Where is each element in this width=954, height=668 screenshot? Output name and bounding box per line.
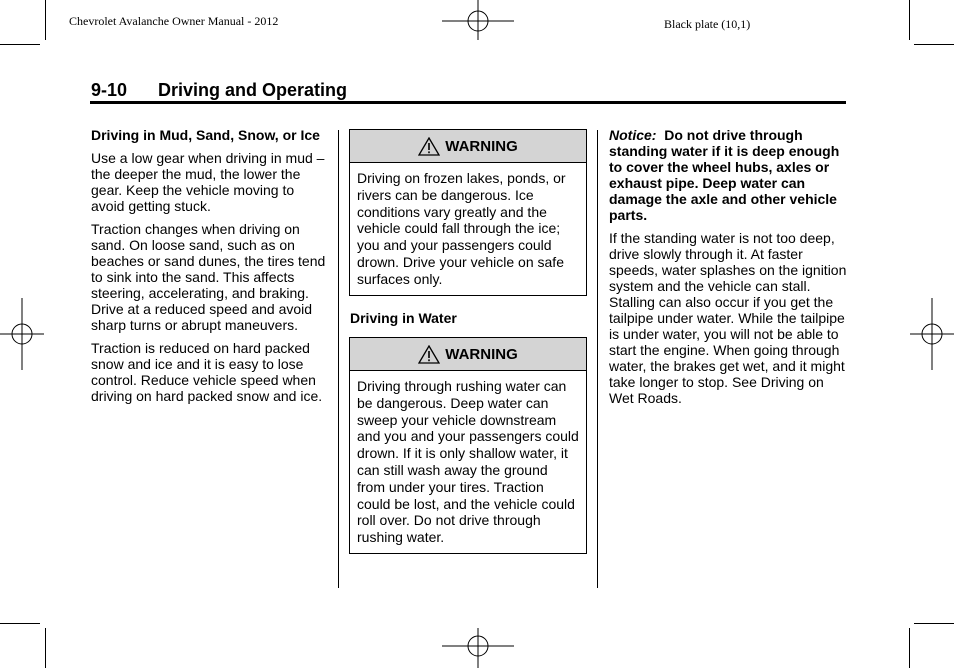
warning-box-water xyxy=(349,337,587,554)
warning-header xyxy=(350,130,586,163)
warning-header xyxy=(350,338,586,371)
registration-mark-right xyxy=(910,298,954,370)
paragraph: Traction is reduced on hard packed snow and ice and it is easy to lose control. Reduce vehicle speed when driving on hard packed snow and ice. xyxy=(91,340,323,404)
registration-mark-left xyxy=(0,298,44,370)
warning-label: WARNING xyxy=(445,345,518,363)
warning-triangle-icon xyxy=(418,137,440,156)
column-3 xyxy=(609,127,849,413)
warning-triangle-icon xyxy=(418,345,440,364)
column-divider-2 xyxy=(597,130,598,588)
column-divider-1 xyxy=(338,130,339,588)
driving-in-water-heading: Driving in Water xyxy=(350,310,457,326)
section-title xyxy=(91,80,347,101)
warning-text: Driving through rushing water can be dangerous. Deep water can sweep your vehicle downstream and you and your passengers could drown. If it is only shallow water, it can still wash away the ground from under your tires. Traction could be lost, and the vehicle could roll over. Do not drive through rushing water. xyxy=(357,378,579,546)
manual-title: Chevrolet Avalanche Owner Manual - 2012 xyxy=(69,14,279,28)
warning-label: WARNING xyxy=(445,137,518,155)
notice xyxy=(609,127,849,223)
notice-label: Notice: xyxy=(609,127,657,143)
warning-text: Driving on frozen lakes, ponds, or rivers can be dangerous. Ice conditions vary greatly and the vehicle could fall through the ice; you and your passengers could drown. Drive your vehicle on safe surfaces only. xyxy=(357,170,566,287)
paragraph: If the standing water is not too deep, drive slowly through it. At faster speeds, water splashes on the ignition system and the vehicle can stall. Stalling can also occur if you get the tailpipe under water. While the tailpipe is under water, you will not be able to start the engine. When going through water, the brakes get wet, and it might take longer to stop. See Driving on Wet Roads. xyxy=(609,230,847,406)
section-name: Driving and Operating xyxy=(158,80,348,100)
registration-mark-top xyxy=(442,0,514,40)
mud-sand-snow-heading: Driving in Mud, Sand, Snow, or Ice xyxy=(91,127,320,143)
notice-text: Do not drive through standing water if it is deep enough to cover the wheel hubs, axles or exhaust pipe. Deep water can damage the axle and other vehicle parts. xyxy=(609,127,840,223)
registration-mark-bottom xyxy=(442,628,514,668)
title-rule xyxy=(90,101,846,104)
warning-box-ice xyxy=(349,129,587,296)
section-number: 9-10 xyxy=(91,80,128,100)
plate-label: Black plate (10,1) xyxy=(664,17,751,31)
paragraph: Use a low gear when driving in mud – the deeper the mud, the lower the gear. Keep the vehicle moving to avoid getting stuck. xyxy=(91,150,325,214)
column-1 xyxy=(91,127,331,411)
paragraph: Traction changes when driving on sand. On loose sand, such as on beaches or sand dunes, the tires tend to sink into the sand. This affects steering, accelerating, and braking. Drive at a reduced speed and avoid sharp turns or abrupt maneuvers. xyxy=(91,221,326,333)
